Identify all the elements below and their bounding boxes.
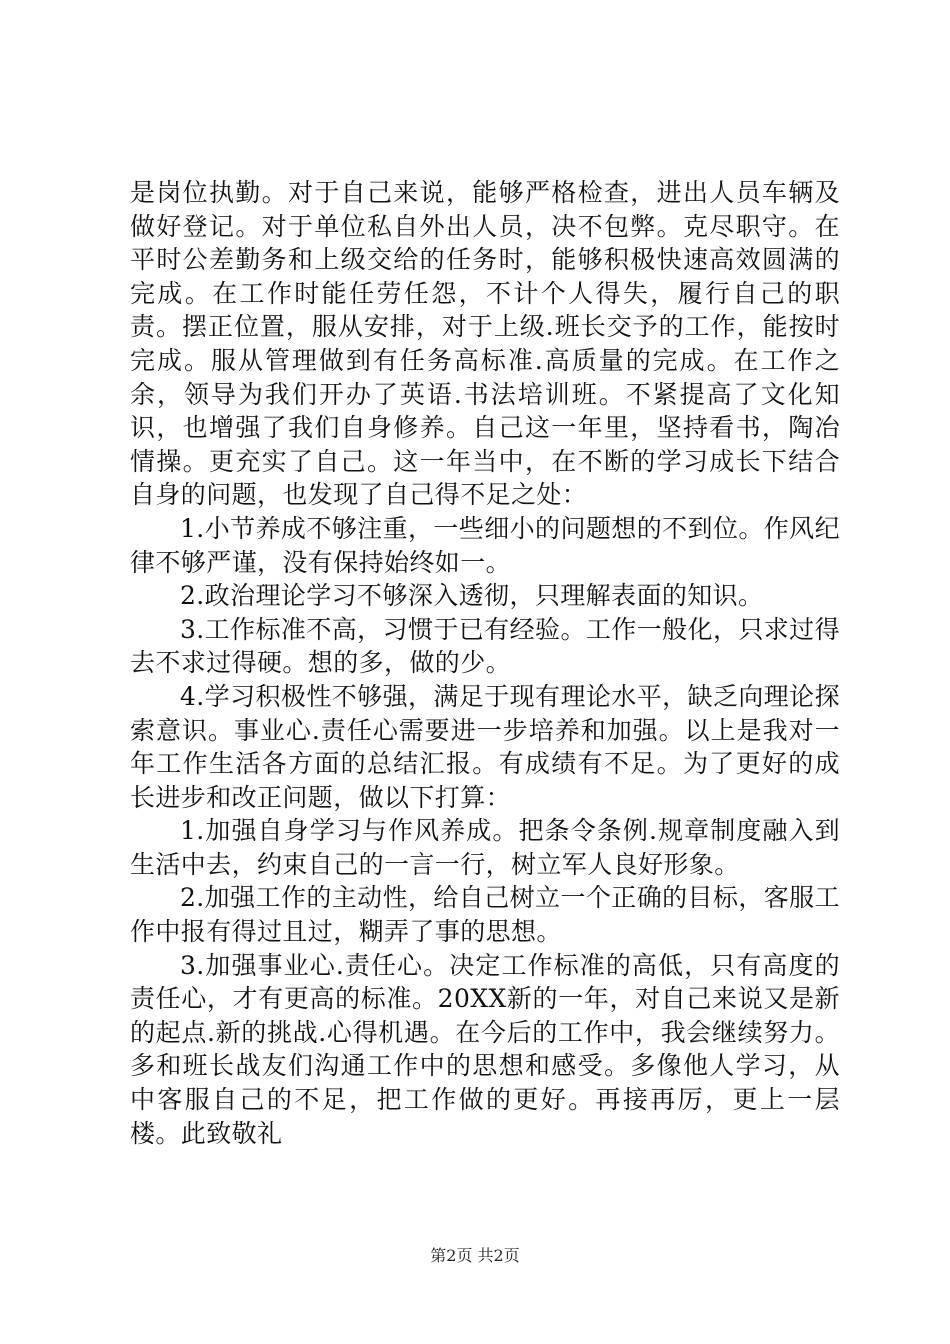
paragraph-plan-3: 3.加强事业心.责任心。决定工作标准的高低，只有高度的责任心，才有更高的标准。20XX新的一年，对自己来说又是新的起点.新的挑战.心得机遇。在今后的工作中，我会继续努力。多和班长战友们沟通工作中的思想和感受。多像他人学习，从中客服自己的不足，把工作做的更好。再接再厉，更上一层楼。此致敬礼 [130, 950, 840, 1148]
paragraph-shortcoming-1: 1.小节养成不够注重，一些细小的问题想的不到位。作风纪律不够严谨，没有保持始终如一。 [130, 513, 840, 577]
paragraph-shortcoming-2: 2.政治理论学习不够深入透彻，只理解表面的知识。 [180, 581, 764, 611]
paragraph-plan-1: 1.加强自身学习与作风养成。把条令条例.规章制度融入到生活中去，约束自己的一言一行，树立军人良好形象。 [130, 816, 840, 879]
paragraph-shortcoming-4: 4.学习积极性不够强，满足于现有理论水平，缺乏向理论探索意识。事业心.责任心需要进一步培养和加强。以上是我对一年工作生活各方面的总结汇报。有成绩有不足。为了更好的成长进步和改正问题，做以下打算： [130, 681, 840, 812]
paragraph-shortcoming-3: 3.工作标准不高，习惯于已有经验。工作一般化，只求过得去不求过得硬。想的多，做的少。 [130, 614, 840, 678]
page-footer: 第2页 共2页 [430, 1246, 520, 1265]
paragraph-intro: 是岗位执勤。对于自己来说，能够严格检查，进出人员车辆及做好登记。对于单位私自外出人员，决不包弊。克尽职守。在平时公差勤务和上级交给的任务时，能够积极快速高效圆满的完成。在工作时能任劳任怨，不计个人得失，履行自己的职责。摆正位置，服从安排，对于上级.班长交予的工作，能按时完成。服从管理做到有任务高标准.高质量的完成。在工作之余，领导为我们开办了英语.书法培训班。不紧提高了文化知识，也增强了我们自身修养。自己这一年里，坚持看书，陶冶情操。更充实了自己。这一年当中，在不断的学习成长下结合自身的问题，也发现了自己得不足之处： [130, 178, 840, 510]
document-body [130, 176, 840, 1150]
paragraph-plan-2: 2.加强工作的主动性，给自己树立一个正确的目标，客服工作中报有得过且过，糊弄了事的思想。 [130, 883, 840, 947]
